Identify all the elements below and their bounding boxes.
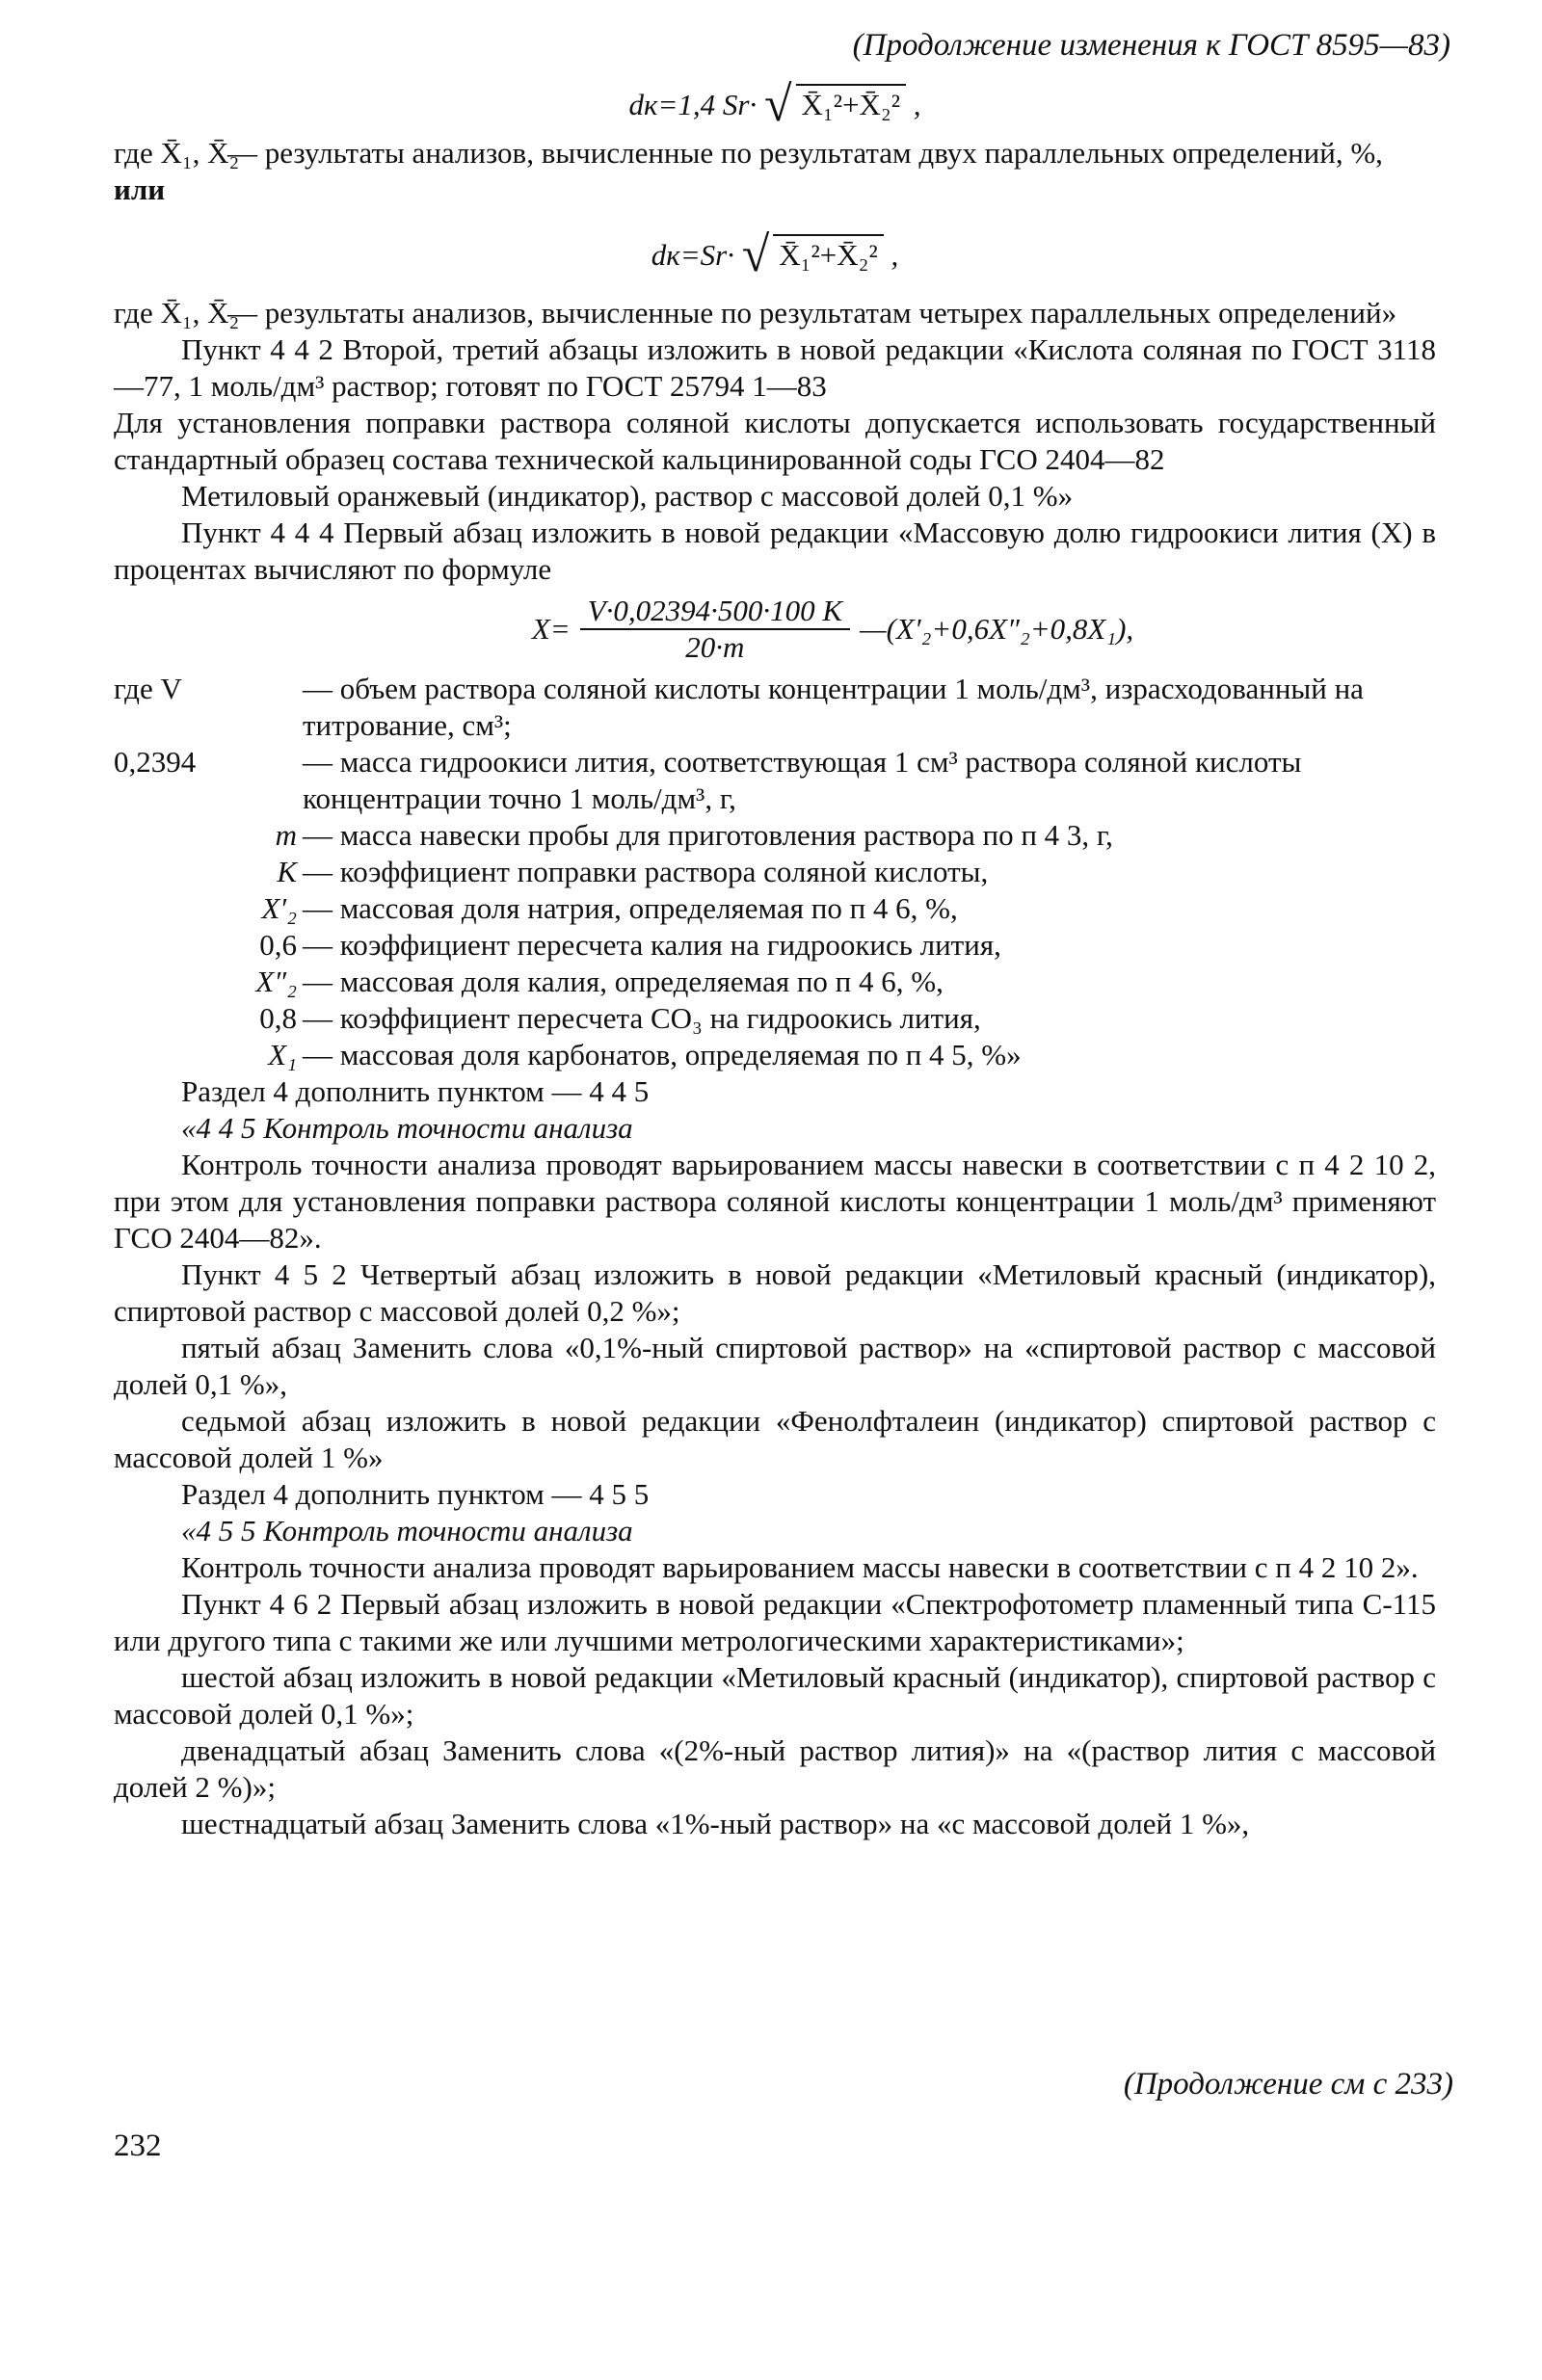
sqrt-icon: √ [741,227,770,282]
legend-term: X″₂ [255,965,297,998]
formula-lhs: dк=1,4 Sr· [628,88,758,121]
legend-item [114,1000,1436,1037]
fraction-numerator: V·0,02394·500·100 K [580,594,850,630]
paragraph: пятый абзац Заменить слова «0,1%-ный спиртовой раствор» на «спиртовой раствор с массовой долей 0,1 %», [114,1331,1436,1401]
paragraph: седьмой абзац изложить в новой редакции «Фенолфталеин (индикатор) спиртовой раствор с массовой долей 1 %» [114,1404,1436,1474]
formula-lhs: dк=Sr· [651,238,734,272]
legend-term: 0,8 [259,1001,297,1035]
continuation-note: (Продолжение см с 233) [1123,2067,1453,2102]
legend-item [114,1037,1436,1073]
formula-dk-2 [114,225,1436,285]
legend-term: m [275,818,297,852]
legend-item [114,671,1436,744]
legend-text: — масса навески пробы для приготовления раствора по п 4 3, г, [303,818,1113,852]
legend-item [114,927,1436,964]
definition-2 [114,295,1436,331]
legend-item [114,744,1436,817]
formula-legend [114,671,1436,1073]
paragraph: Контроль точности анализа проводят варьированием массы навески в соответствии с п 4 2 10 2, при этом для установления поправки раствора соляной кислоты концентрации 1 моль/дм³ применяют ГСО 2404—82». [114,1148,1436,1255]
legend-term: X′₂ [261,891,297,925]
paragraph: Раздел 4 дополнить пунктом — 4 5 5 [181,1477,650,1511]
sqrt-icon: √ [763,77,792,132]
paragraph: Контроль точности анализа проводят варьированием массы навески в соответствии с п 4 2 10 2». [181,1550,1419,1584]
formula-lhs: X= [531,612,571,646]
paragraph: шестнадцатый абзац Заменить слова «1%-ный раствор» на «с массовой долей 1 %», [181,1807,1250,1840]
paragraph: шестой абзац изложить в новой редакции «Метиловый красный (индикатор), спиртовой раствор с массовой долей 0,1 %»; [114,1660,1436,1731]
legend-text: — коэффициент поправки раствора соляной кислоты, [303,855,989,888]
page-number: 232 [114,2129,162,2163]
section-heading: «4 5 5 Контроль точности анализа [181,1514,633,1547]
paragraph: Пункт 4 6 2 Первый абзац изложить в новой редакции «Спектрофотометр пламенный типа С-115 или другого типа с такими же или лучшими метрологическими характеристиками»; [114,1587,1436,1657]
definition-1 [114,135,1436,172]
formula-rhs: —(X′₂+0,6X″₂+0,8X₁), [860,612,1134,646]
legend-term: где V [114,672,182,705]
legend-term: 0,6 [259,928,297,962]
legend-item [114,964,1436,1000]
paragraph: Для установления поправки раствора соляной кислоты допускается использовать государственный стандартный образец состава технической кальцинированной соды ГСО 2404—82 [114,406,1436,476]
legend-text: — массовая доля калия, определяемая по п 4 6, %, [303,965,944,998]
legend-text: — масса гидроокиси лития, соответствующая 1 см³ раствора соляной кислоты концентрации точно 1 моль/дм³, г, [303,745,1302,815]
fraction-denominator: 20·m [685,630,745,664]
formula-tail: , [891,238,899,272]
formula-x [229,588,1436,671]
paragraph: Метиловый оранжевый (индикатор), раствор с массовой долей 0,1 %» [181,479,1074,513]
definition-text: — результаты анализов, вычисленные по результатам четырех параллельных определений» [227,296,1397,330]
formula-tail: , [913,88,921,121]
legend-text: — массовая доля карбонатов, определяемая по п 4 5, %» [303,1038,1022,1071]
page-header: (Продолжение изменения к ГОСТ 8595—83) [852,28,1450,63]
legend-text: — коэффициент пересчета CO₃ на гидроокись лития, [303,1001,981,1035]
paragraph: Пункт 4 4 2 Второй, третий абзацы изложить в новой редакции «Кислота соляная по ГОСТ 3118—77, 1 моль/дм³ раствор; готовят по ГОСТ 25794 1—83 [114,332,1436,403]
legend-text: — коэффициент пересчета калия на гидроокись лития, [303,928,1001,962]
definition-term: где X̄₁, X̄₂ [114,296,240,330]
or-label: или [114,172,166,206]
legend-item [114,817,1436,854]
formula-radicand: X̄₁²+X̄₂² [773,234,883,275]
formula-dk-1 [114,75,1436,135]
legend-term: 0,2394 [114,745,197,779]
legend-item [114,854,1436,890]
section-heading: «4 4 5 Контроль точности анализа [181,1111,633,1145]
definition-text: — результаты анализов, вычисленные по результатам двух параллельных определений, %, [227,136,1383,170]
paragraph: двенадцатый абзац Заменить слова «(2%-ный раствор лития)» на «(раствор лития с массовой долей 2 %)»; [114,1733,1436,1804]
definition-term: где X̄₁, X̄₂ [114,136,240,170]
paragraph: Раздел 4 дополнить пунктом — 4 4 5 [181,1074,650,1108]
legend-term: K [277,855,297,888]
formula-radicand: X̄₁²+X̄₂² [796,84,906,124]
paragraph: Пункт 4 5 2 Четвертый абзац изложить в новой редакции «Метиловый красный (индикатор), спиртовой раствор с массовой долей 0,2 %»; [114,1257,1436,1328]
paragraph: Пункт 4 4 4 Первый абзац изложить в новой редакции «Массовую долю гидроокиси лития (X) в процентах вычисляют по формуле [114,516,1436,586]
formula-fraction [580,594,850,665]
legend-text: — объем раствора соляной кислоты концентрации 1 моль/дм³, израсходованный на титрование, см³; [303,672,1364,742]
page-body [114,75,1436,1842]
legend-text: — массовая доля натрия, определяемая по п 4 6, %, [303,891,958,925]
legend-term: X₁ [268,1038,297,1071]
legend-item [114,890,1436,927]
